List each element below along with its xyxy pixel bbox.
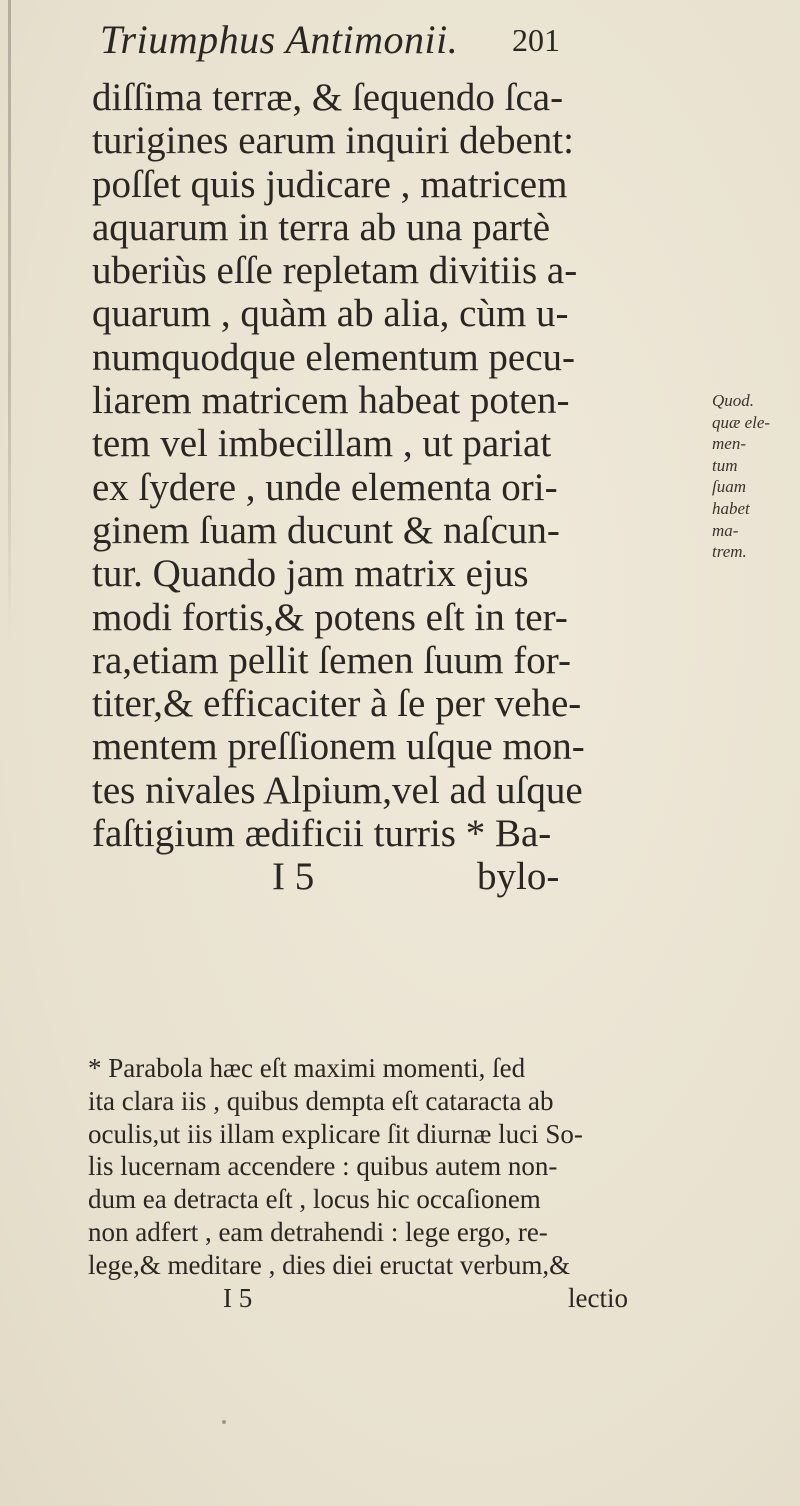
catchword: lectio [568,1282,628,1313]
margin-note-line: quæ ele- [712,412,771,432]
running-title: Triumphus Antimonii. [100,17,459,62]
footnote-line: dum ea detracta eſt , locus hic occaſionem [88,1184,541,1215]
binding-gutter-shadow [8,0,11,640]
text-line: aquarum in terra ab una partè [92,205,551,249]
footnote-line: ita clara iis , quibus dempta eſt cataracta ab [88,1085,554,1116]
main-text-block [92,76,652,899]
text-line: liarem matricem habeat poten- [92,379,570,423]
text-line: ra,etiam pellit ſemen ſuum for- [92,638,571,682]
text-line: uberiùs eſſe repletam divitiis a- [92,249,578,293]
text-line: modi fortis,& potens eſt in ter- [92,595,568,639]
text-line: poſſet quis judicare , matricem [92,162,568,206]
footnote-line: non adfert , eam detrahendi : lege ergo, re- [88,1216,548,1247]
marginal-note [712,390,798,563]
paper-speck [222,1420,226,1424]
margin-note-line: ma- [712,520,739,540]
page-number: 201 [512,22,560,58]
text-line: faſtigium ædificii turris * Ba- [92,812,552,856]
margin-note-line: habet [712,498,750,518]
text-line: diſſima terræ, & ſequendo ſca- [92,76,564,119]
signature-row [92,855,652,898]
margin-note-line: ſuam [712,477,746,497]
text-line: tes nivales Alpium,vel ad uſque [92,768,583,812]
footnote-signature-row [88,1282,788,1315]
text-line: tem vel imbecillam , ut pariat [92,422,552,466]
text-line: quarum , quàm ab alia, cùm u- [92,292,569,336]
text-line: numquodque elementum pecu- [92,335,576,379]
signature-mark: I 5 [223,1282,253,1313]
catchword: bylo- [477,855,560,899]
margin-note-line: men- [712,434,746,454]
footnote-line: lege,& meditare , dies diei eructat verbum,& [88,1249,571,1280]
text-line: tur. Quando jam matrix ejus [92,552,529,596]
page-header [100,12,780,66]
text-line: titer,& efficaciter à ſe per vehe- [92,682,582,726]
footnote-line: * Parabola hæc eſt maximi momenti, ſed [88,1053,526,1083]
margin-note-line: tum [712,455,738,475]
text-line: ex ſydere , unde elementa ori- [92,465,558,509]
margin-note-line: Quod. [712,391,755,410]
text-line: turigines earum inquiri debent: [92,119,574,163]
footnote-line: oculis,ut iis illam explicare ſit diurnæ luci So- [88,1118,583,1149]
footnote-line: lis lucernam accendere : quibus autem non- [88,1151,558,1182]
signature-mark: I 5 [272,855,315,899]
margin-note-line: trem. [712,542,747,562]
text-line: ginem ſuam ducunt & naſcun- [92,508,560,552]
text-line: mentem preſſionem uſque mon- [92,725,585,769]
footnote-block [88,1052,788,1314]
